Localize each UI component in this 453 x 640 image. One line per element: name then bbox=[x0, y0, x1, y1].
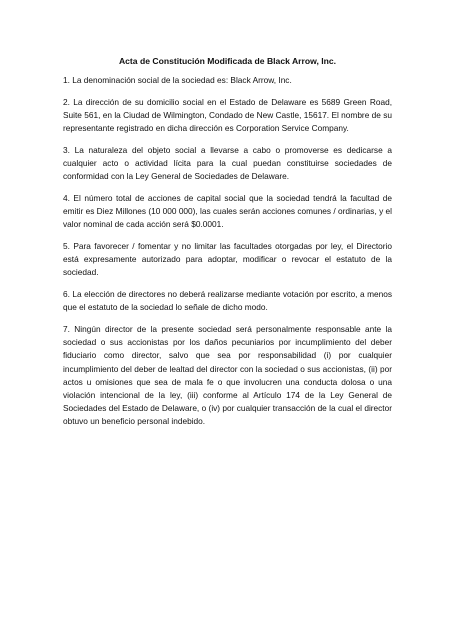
paragraph-7: 7. Ningún director de la presente sociedad será personalmente responsable ante la sociedad o sus accionistas por los daños pecuniarios por incumplimiento del deber fiduciario como director, salvo que sea por responsabilidad (i) por cualquier incumplimiento del deber de lealtad del director con la sociedad o sus accionistas, (ii) por actos u omisiones que sea de mala fe o que involucren una conducta dolosa o una violación intencional de la ley, (iii) conforme al Artículo 174 de la Ley General de Sociedades del Estado de Delaware, o (iv) por cualquier transacción de la cual el director obtuvo un beneficio personal indebido. bbox=[63, 324, 392, 427]
paragraph-4: 4. El número total de acciones de capital social que la sociedad tendrá la facultad de emitir es Diez Millones (10 000 000), las cuales serán acciones comunes / ordinarias, y el valor nominal de cada acción será $0.0001. bbox=[63, 192, 392, 230]
paragraph-3: 3. La naturaleza del objeto social a llevarse a cabo o promoverse es dedicarse a cualquier acto o actividad lícita para la cual puedan constituirse sociedades de conformidad con la Ley General de Sociedades de Delaware. bbox=[63, 144, 392, 182]
document-title: Acta de Constitución Modificada de Black Arrow, Inc. bbox=[118, 56, 337, 66]
paragraph-6: 6. La elección de directores no deberá realizarse mediante votación por escrito, a menos que el estatuto de la sociedad lo señale de dicho modo. bbox=[63, 289, 392, 313]
document-page bbox=[63, 55, 392, 437]
paragraph-5: 5. Para favorecer / fomentar y no limitar las facultades otorgadas por ley, el Directorio está expresamente autorizado para adoptar, modificar o revocar el estatuto de la sociedad. bbox=[63, 241, 392, 278]
paragraph-2: 2. La dirección de su domicilio social en el Estado de Delaware es 5689 Green Road, Suite 561, en la Ciudad de Wilmington, Condado de New Castle, 15617. El nombre de su representante registrado en dicha dirección es Corporation Service Company. bbox=[63, 96, 392, 134]
paragraph-1: 1. La denominación social de la sociedad es: Black Arrow, Inc. bbox=[63, 75, 292, 85]
